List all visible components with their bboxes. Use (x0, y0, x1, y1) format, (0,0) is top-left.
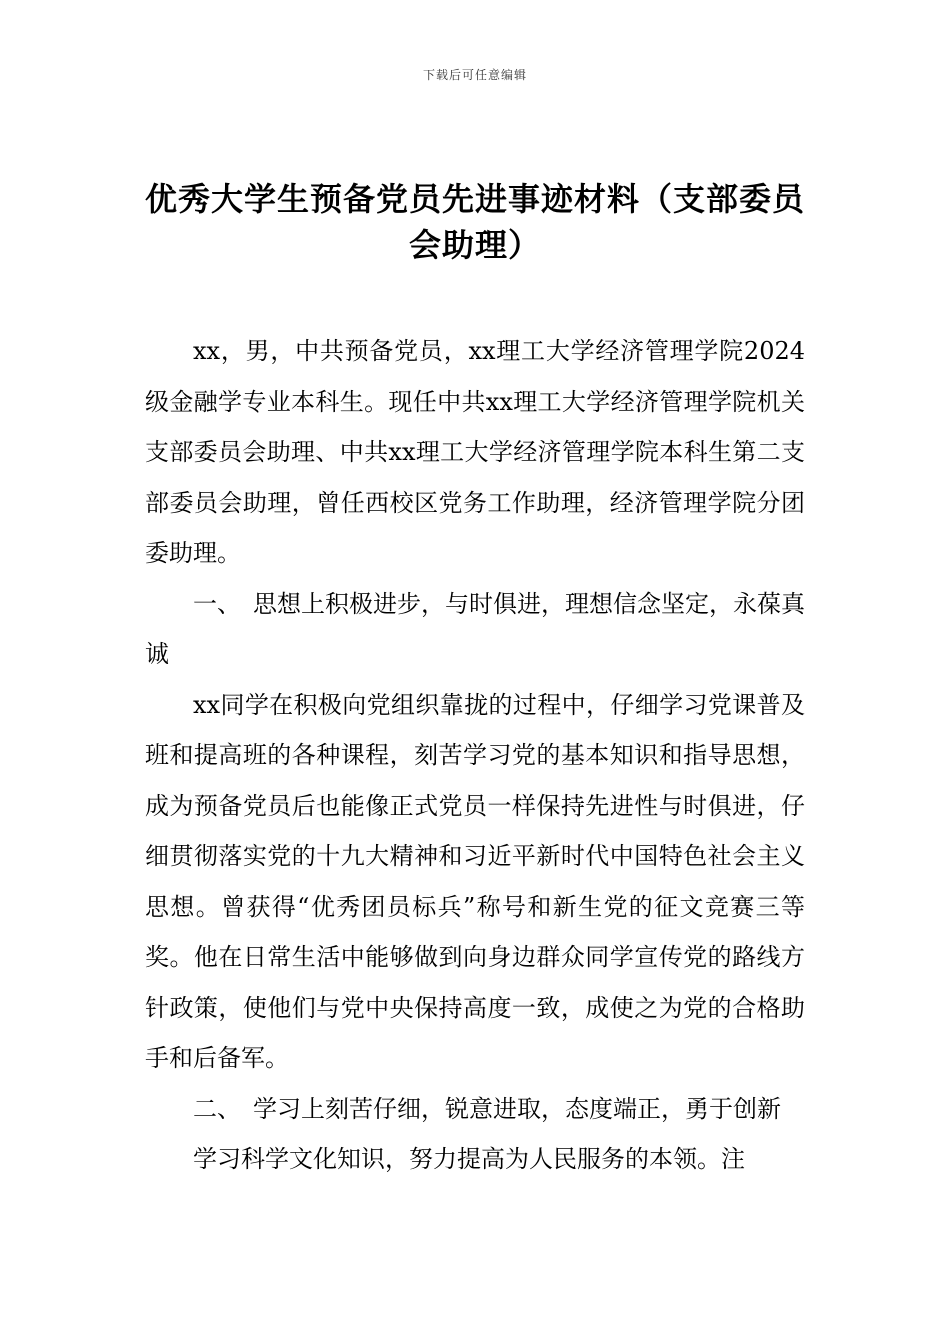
section-number: 二、 (193, 1094, 241, 1123)
section-heading-2 (145, 1084, 805, 1135)
section-number: 一、 (193, 589, 241, 618)
section-heading-text: 学习上刻苦仔细，锐意进取，态度端正，勇于创新 (253, 1094, 781, 1123)
intro-paragraph: xx，男，中共预备党员，xx理工大学经济管理学院2024级金融学专业本科生。现任中共xx理工大学经济管理学院机关支部委员会助理、中共xx理工大学经济管理学院本科生第二支部委员会助理，曾任西校区党务工作助理，经济管理学院分团委助理。 (145, 337, 805, 567)
section-1-paragraph: xx同学在积极向党组织靠拢的过程中，仔细学习党课普及班和提高班的各种课程，刻苦学习党的基本知识和指导思想，成为预备党员后也能像正式党员一样保持先进性与时俱进，仔细贯彻落实党的十九大精神和习近平新时代中国特色社会主义思想。曾获得“优秀团员标兵”称号和新生党的征文竞赛三等奖。他在日常生活中能够做到向身边群众同学宣传党的路线方针政策，使他们与党中央保持高度一致，成使之为党的合格助手和后备军。 (145, 690, 805, 1072)
document-title: 优秀大学生预备党员先进事迹材料（支部委员会助理） (145, 180, 806, 264)
section-2-paragraph: 学习科学文化知识，努力提高为人民服务的本领。注 (193, 1145, 745, 1173)
section-heading-1 (145, 579, 805, 680)
header-note: 下载后可任意编辑 (422, 68, 527, 82)
document-body (145, 326, 805, 1185)
section-heading-text: 思想上积极进步，与时俱进，理想信念坚定，永葆真诚 (145, 589, 805, 668)
